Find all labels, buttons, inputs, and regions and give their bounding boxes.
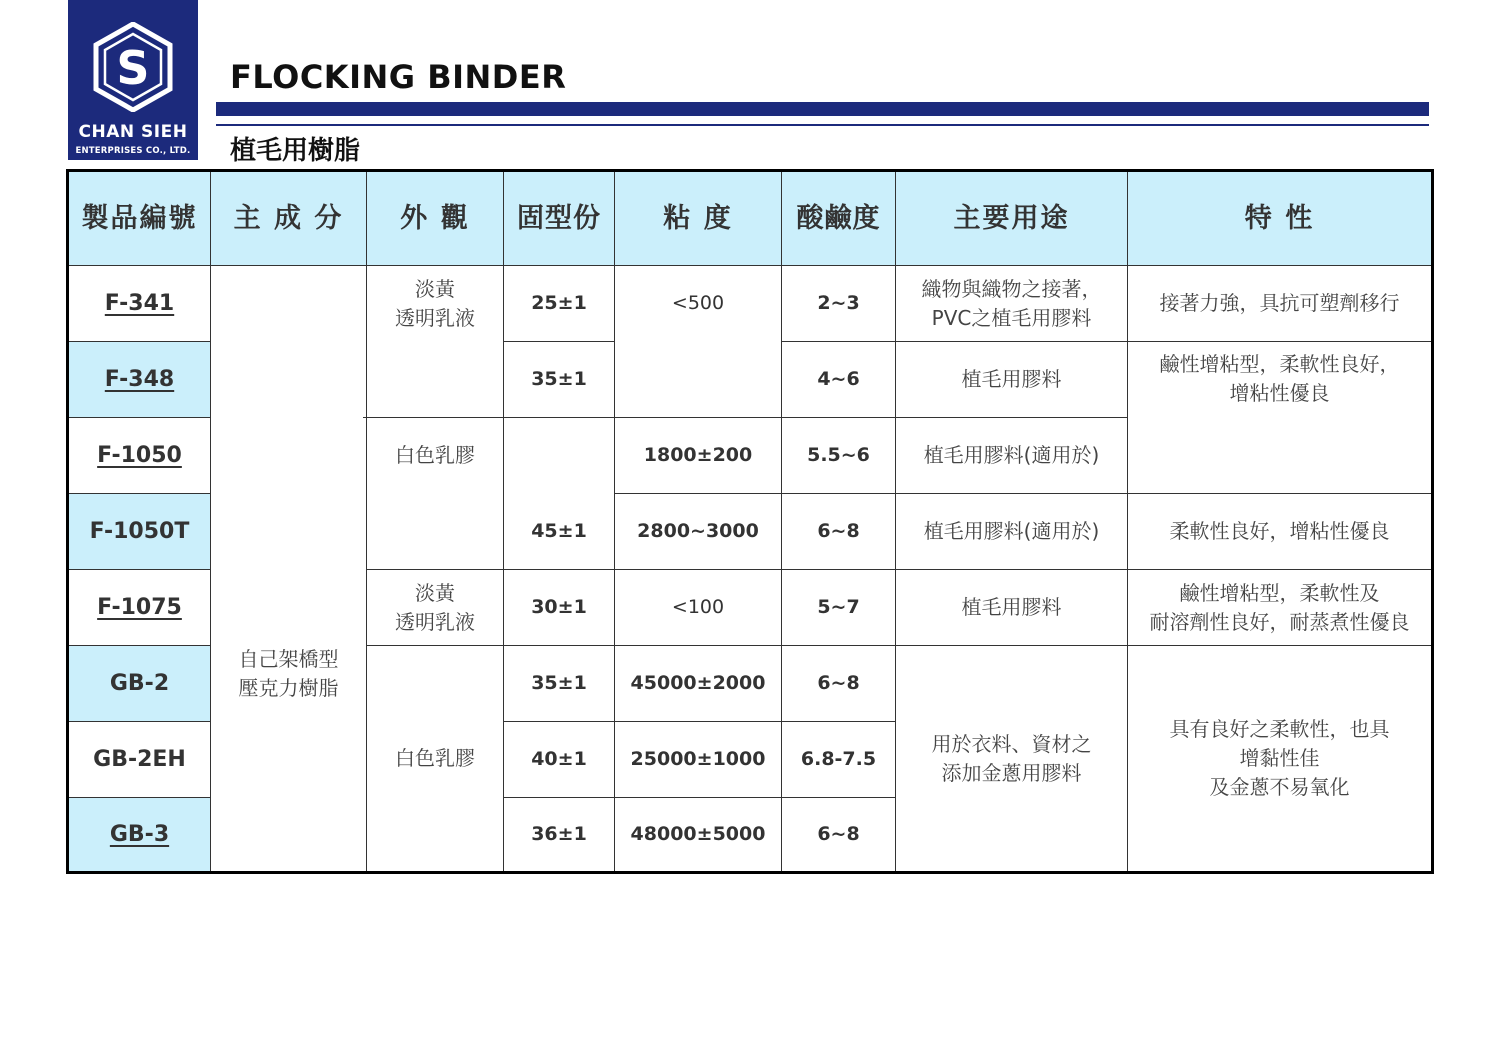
title-divider-thick (216, 102, 1429, 116)
ph-cell: 4~6 (817, 367, 860, 390)
viscosity-cell: 48000±5000 (630, 822, 766, 845)
grid-line (503, 797, 895, 798)
grid-line (366, 172, 367, 871)
solids-cell: 35±1 (531, 671, 587, 694)
grid-line (69, 493, 210, 494)
product-code-link[interactable]: F-341 (104, 290, 175, 316)
feature-cell: 具有良好之柔軟性，也具 增黏性佳 及金蔥不易氧化 (1169, 717, 1390, 799)
header-product-code: 製品編號 (69, 172, 210, 265)
ph-cell: 6~8 (817, 822, 860, 845)
usage-cell: 織物與織物之接著， PVC之植毛用膠料 (921, 276, 1102, 330)
appearance-cell: 白色乳膠 (395, 746, 475, 770)
ph-cell: 5.5~6 (807, 443, 870, 466)
grid-line (1127, 172, 1128, 871)
header-main-component: 主 成 分 (211, 172, 366, 265)
solids-cell: 30±1 (531, 595, 587, 618)
grid-line (69, 721, 210, 722)
solids-cell: 25±1 (531, 291, 587, 314)
grid-line (895, 417, 1127, 418)
header-solids: 固型份 (504, 172, 614, 265)
header-ph: 酸鹼度 (782, 172, 895, 265)
appearance-cell: 白色乳膠 (395, 443, 475, 467)
usage-cell: 植毛用膠料 (961, 595, 1062, 619)
grid-line (366, 645, 1431, 646)
solids-cell: 45±1 (531, 519, 587, 542)
grid-line (69, 265, 1431, 266)
header-viscosity: 粘 度 (615, 172, 781, 265)
grid-line (363, 417, 895, 418)
product-code: F-1050T (69, 494, 210, 569)
appearance-cell: 淡黃 透明乳液 (395, 276, 475, 330)
header-main-usage: 主要用途 (896, 172, 1127, 265)
grid-line (895, 172, 896, 871)
page-title-english: FLOCKING BINDER (230, 58, 567, 96)
main-component-cell: 自己架橋型 壓克力樹脂 (238, 646, 339, 700)
title-divider-thin (216, 124, 1429, 126)
product-code: GB-2 (69, 646, 210, 721)
usage-cell: 用於衣料、資材之 添加金蔥用膠料 (931, 731, 1092, 785)
grid-line (69, 645, 210, 646)
product-code-link[interactable]: GB-3 (69, 798, 210, 871)
grid-line (503, 341, 614, 342)
company-logo (68, 0, 198, 160)
viscosity-cell: 45000±2000 (630, 671, 766, 694)
product-table (66, 169, 1434, 874)
product-code-link[interactable]: F-1075 (97, 594, 182, 620)
feature-cell: 鹼性增粘型，柔軟性良好， 增粘性優良 (1159, 352, 1400, 405)
viscosity-cell: <100 (671, 595, 725, 618)
ph-cell: 6.8-7.5 (800, 747, 877, 770)
header-appearance: 外 觀 (367, 172, 503, 265)
feature-cell: 接著力強，具抗可塑劑移行 (1159, 291, 1400, 315)
grid-line (69, 569, 210, 570)
grid-line (69, 341, 210, 342)
grid-line (503, 172, 504, 871)
viscosity-cell: <500 (671, 291, 725, 314)
grid-line (781, 341, 1431, 342)
grid-line (614, 172, 615, 871)
usage-cell: 植毛用膠料(適用於) (923, 443, 1100, 467)
hexagon-emblem-icon (88, 22, 178, 112)
page-title-chinese: 植毛用樹脂 (230, 136, 361, 166)
grid-line (69, 417, 210, 418)
feature-cell: 鹼性增粘型，柔軟性及 耐溶劑性良好，耐蒸煮性優良 (1149, 580, 1410, 634)
product-code-link[interactable]: F-1050 (97, 442, 182, 468)
product-code: GB-2EH (93, 746, 186, 772)
company-subtitle: ENTERPRISES CO., LTD. (75, 146, 191, 156)
grid-line (503, 721, 895, 722)
ph-cell: 6~8 (817, 519, 860, 542)
ph-cell: 6~8 (817, 671, 860, 694)
viscosity-cell: 25000±1000 (630, 747, 766, 770)
company-name: CHAN SIEH (78, 122, 188, 142)
solids-cell: 40±1 (531, 747, 587, 770)
viscosity-cell: 1800±200 (643, 443, 753, 466)
grid-line (69, 797, 210, 798)
ph-cell: 2~3 (817, 291, 860, 314)
viscosity-cell: 2800~3000 (637, 519, 759, 542)
grid-line (614, 493, 1431, 494)
ph-cell: 5~7 (817, 595, 860, 618)
solids-cell: 36±1 (531, 822, 587, 845)
emblem-letter: S (116, 41, 150, 95)
solids-cell: 35±1 (531, 367, 587, 390)
usage-cell: 植毛用膠料(適用於) (923, 519, 1100, 543)
grid-line (366, 569, 1431, 570)
appearance-cell: 淡黃 透明乳液 (395, 580, 475, 634)
grid-line (781, 172, 782, 871)
header-features: 特 性 (1128, 172, 1431, 265)
grid-line (210, 172, 211, 871)
usage-cell: 植毛用膠料 (961, 367, 1062, 391)
feature-cell: 柔軟性良好，增粘性優良 (1169, 519, 1390, 543)
product-code-link[interactable]: F-348 (69, 342, 210, 417)
